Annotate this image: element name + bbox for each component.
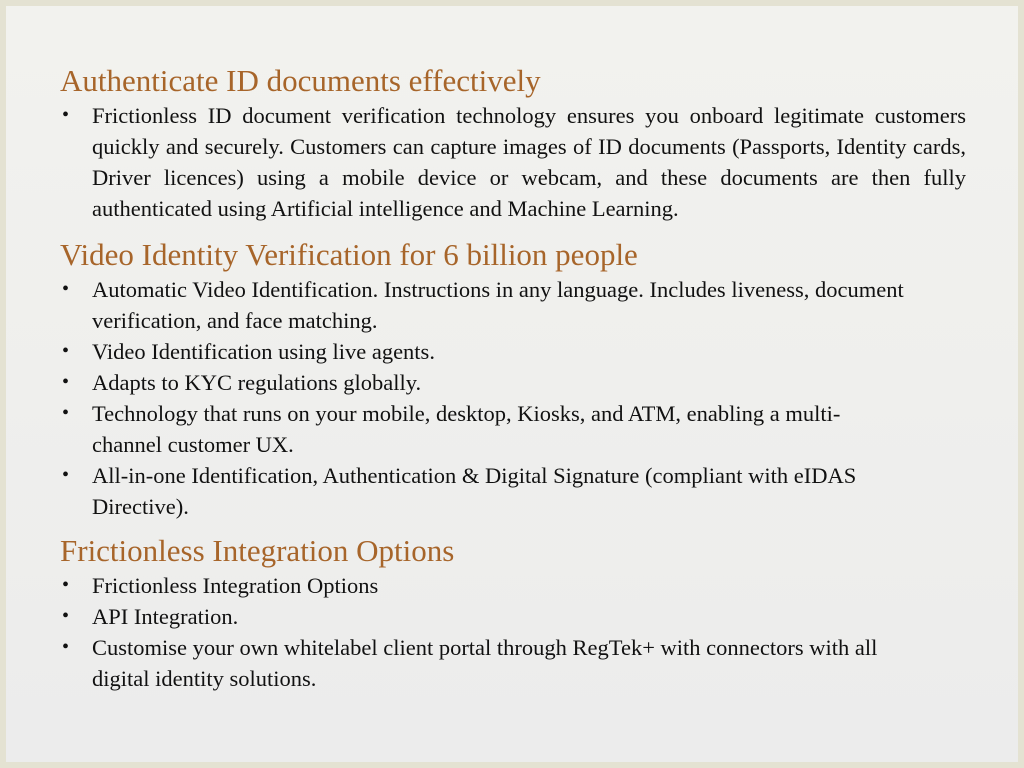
bullet-text: API Integration. <box>92 604 239 629</box>
bullet-list <box>60 100 966 224</box>
bullet-dot-icon: • <box>62 464 70 486</box>
bullet-text: Frictionless ID document verification technology ensures you onboard legitimate customers quickly and securely. Customers can capture images of ID documents (Passports, Identity cards, Driver licences) using a mobile device or webcam, and these documents are then fully authenticated using Artificial intelligence and Machine Learning. <box>92 103 966 221</box>
bullet-item <box>60 601 934 632</box>
section-heading: Authenticate ID documents effectively <box>60 63 541 98</box>
bullet-dot-icon: • <box>62 636 70 658</box>
bullet-text: Video Identification using live agents. <box>92 339 435 364</box>
bullet-item <box>60 460 942 522</box>
bullet-dot-icon: • <box>62 104 70 126</box>
section-integration-options <box>60 532 934 694</box>
bullet-dot-icon: • <box>62 402 70 424</box>
bullet-dot-icon: • <box>62 371 70 393</box>
bullet-item <box>60 632 912 694</box>
bullet-list <box>60 570 934 694</box>
section-heading: Frictionless Integration Options <box>60 533 455 568</box>
bullet-text: Technology that runs on your mobile, desktop, Kiosks, and ATM, enabling a multi-channel customer UX. <box>92 401 841 457</box>
section-authenticate-id <box>60 62 966 224</box>
bullet-dot-icon: • <box>62 574 70 596</box>
bullet-item <box>60 367 934 398</box>
bullet-text: Automatic Video Identification. Instructions in any language. Includes liveness, document verification, and face matching. <box>92 277 904 333</box>
bullet-item <box>60 336 934 367</box>
bullet-item <box>60 274 922 336</box>
bullet-text: Adapts to KYC regulations globally. <box>92 370 422 395</box>
section-heading: Video Identity Verification for 6 billion people <box>60 237 638 272</box>
bullet-dot-icon: • <box>62 340 70 362</box>
bullet-item <box>60 398 867 460</box>
bullet-dot-icon: • <box>62 605 70 627</box>
bullet-text: All-in-one Identification, Authentication & Digital Signature (compliant with eIDAS Directive). <box>92 463 857 519</box>
section-video-identity <box>60 236 934 522</box>
bullet-item <box>60 570 934 601</box>
bullet-text: Frictionless Integration Options <box>92 573 379 598</box>
bullet-item <box>60 100 966 224</box>
bullet-list <box>60 274 934 522</box>
slide-content <box>60 62 966 694</box>
bullet-dot-icon: • <box>62 278 70 300</box>
bullet-text: Customise your own whitelabel client portal through RegTek+ with connectors with all digital identity solutions. <box>92 635 878 691</box>
